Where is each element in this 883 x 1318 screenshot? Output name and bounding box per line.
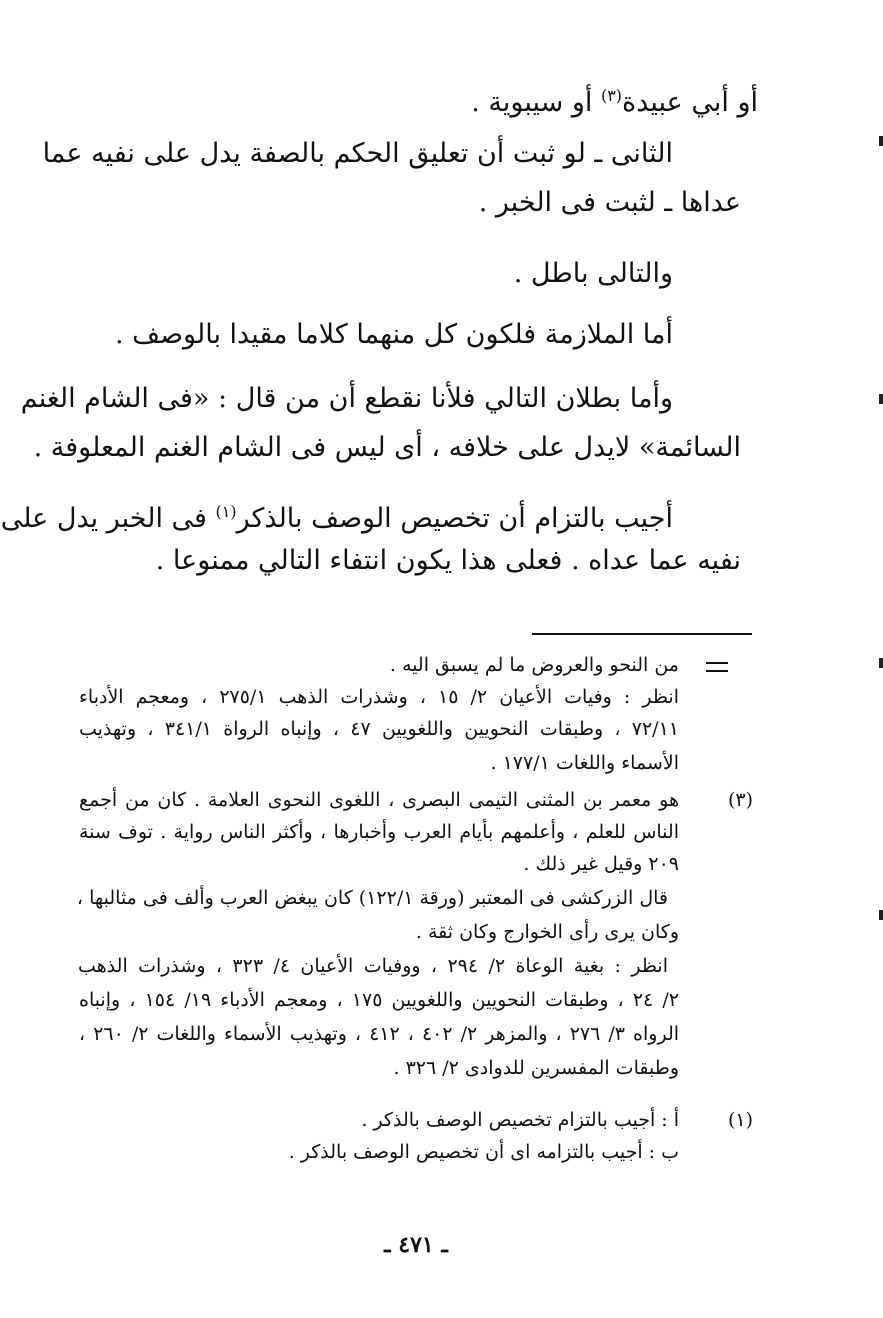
footnote-cont-line-2: انظر : وفيات الأعيان ٢/ ١٥ ، وشذرات الذهب ٢٧٥/١ ، ومعجم الأدباء: [79, 686, 679, 708]
footnote-cont-line-3: ٧٢/١١ ، وطبقات النحويين واللغويين ٤٧ ، وإنباه الرواة ٣٤١/١ ، وتهذيب: [79, 718, 679, 740]
footnote-3-line-6: انظر : بغية الوعاة ٢/ ٢٩٤ ، ووفيات الأعيان ٤/ ٣٢٣ ، وشذرات الذهب: [78, 955, 668, 977]
scan-edge-mark: [879, 910, 883, 920]
footnote-3-line-4: قال الزركشى فى المعتبر (ورقة ١٢٢/١) كان يبغض العرب وألف فى مثالبها ،: [76, 887, 668, 909]
footnote-3-line-8: الرواه ٣/ ٢٧٦ ، والمزهر ٢/ ٤٠٢ ، ٤١٢ ، وتهذيب الأسماء واللغات ٢/ ٢٦٠ ،: [79, 1023, 680, 1045]
main-line-8-text: أجيب بالتزام أن تخصيص الوصف بالذكر: [236, 503, 673, 534]
footnote-3-line-1: هو معمر بن المثنى التيمى البصرى ، اللغوى النحوى العلامة . كان من أجمع: [79, 789, 679, 811]
main-line-1-text: أو أبي عبيدة: [622, 87, 758, 118]
scan-edge-mark: [879, 394, 883, 404]
main-line-8-text-end: فى الخبر يدل على: [0, 503, 216, 534]
continuation-mark: [706, 662, 728, 672]
footnote-cont-line-4: الأسماء واللغات ١٧٧/١ .: [490, 752, 679, 774]
footnote-1-line-2: ب : أجيب بالتزامه اى أن تخصيص الوصف بالذكر .: [288, 1141, 679, 1163]
main-line-2: الثانى ـ لو ثبت أن تعليق الحكم بالصفة يدل على نفيه عما: [42, 138, 673, 169]
footnote-cont-line-1: من النحو والعروض ما لم يسبق اليه .: [389, 654, 679, 676]
main-line-7: السائمة» لايدل على خلافه ، أى ليس فى الشام الغنم المعلوفة .: [33, 432, 741, 463]
scan-edge-mark: [879, 658, 883, 668]
main-line-8: [0, 492, 673, 539]
footnote-3-number: (٣): [727, 789, 753, 811]
footnote-ref-1[interactable]: (١): [215, 502, 237, 521]
footnote-1-number: (١): [727, 1109, 753, 1131]
footnote-3-line-3: ٢٠٩ وقيل غير ذلك .: [523, 853, 679, 875]
main-line-5: أما الملازمة فلكون كل منهما كلاما مقيدا بالوصف .: [115, 319, 673, 350]
footnote-3-line-5: وكان يرى رأى الخوارج وكان ثقة .: [415, 921, 679, 943]
footnote-separator: [532, 633, 752, 635]
footnote-3-line-9: وطبقات المفسرين للدوادى ٢/ ٣٢٦ .: [393, 1057, 679, 1079]
footnote-3-line-2: الناس للعلم ، وأعلمهم بأيام العرب وأخبارها ، وأكثر الناس رواية . توف سنة: [79, 821, 679, 843]
main-line-4: والتالى باطل .: [513, 258, 673, 289]
scan-edge-mark: [879, 136, 883, 146]
main-line-9: نفيه عما عداه . فعلى هذا يكون انتفاء التالي ممنوعا .: [155, 545, 741, 576]
footnote-3-line-7: ٢/ ٢٤ ، وطبقات النحويين واللغويين ١٧٥ ، ومعجم الأدباء ١٩/ ١٥٤ ، وإنباه: [79, 989, 679, 1011]
footnote-1-line-1: أ : أجيب بالتزام تخصيص الوصف بالذكر .: [361, 1109, 679, 1131]
page-number: ـ ٤٧١ ـ: [384, 1232, 448, 1258]
main-line-6: وأما بطلان التالي فلأنا نقطع أن من قال : «فى الشام الغنم: [20, 383, 673, 414]
main-line-1-text-end: أو سيبوية .: [471, 87, 601, 118]
main-line-3: عداها ـ لثبت فى الخبر .: [478, 187, 741, 218]
main-line-1: [98, 76, 758, 123]
footnote-ref-3[interactable]: (٣): [600, 86, 623, 105]
